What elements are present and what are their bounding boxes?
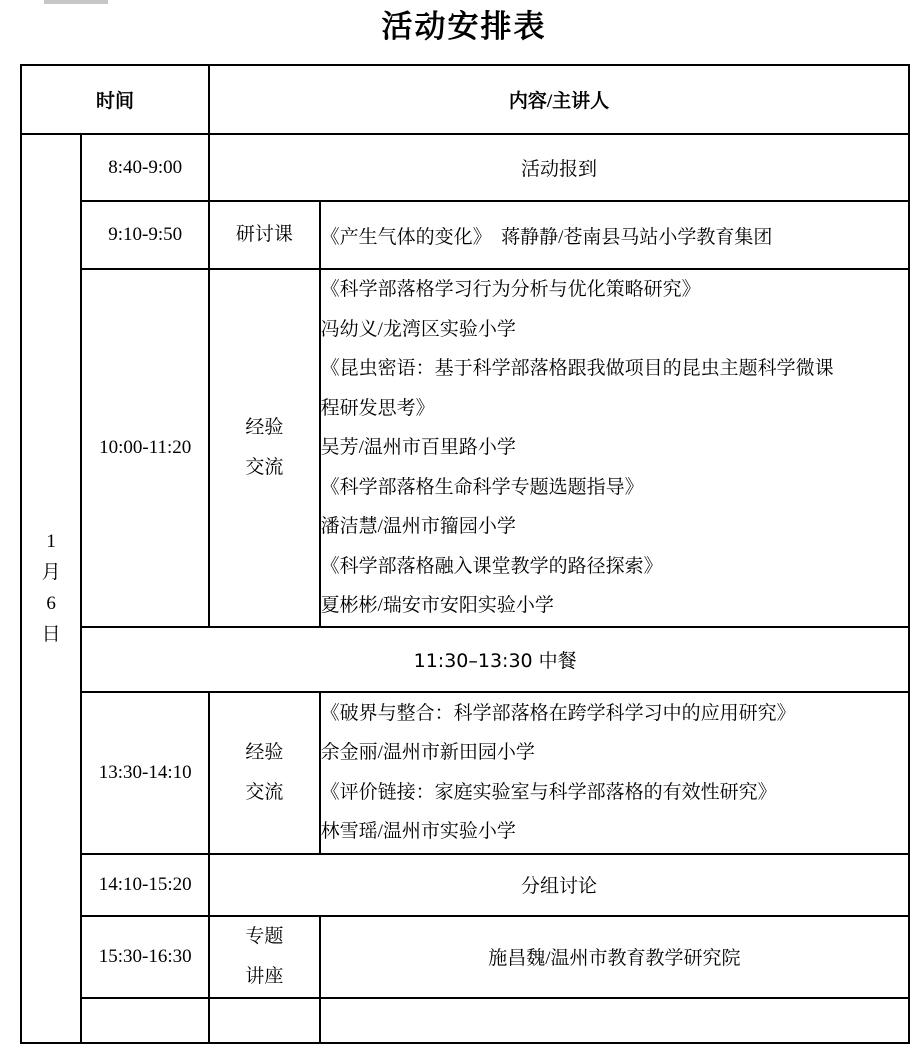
content-line: 夏彬彬/瑞安市安阳实验小学	[320, 595, 554, 616]
content-line: 《科学部落格融入课堂教学的路径探索》	[320, 555, 663, 577]
session-type-cell: 研讨课	[209, 201, 320, 269]
date-char: 月	[41, 562, 61, 584]
content-cell: 施昌魏/温州市教育教学研究院	[320, 916, 909, 998]
session-type-line: 专题	[245, 925, 284, 947]
table-row-partial	[21, 998, 909, 1043]
time-cell: 10:00-11:20	[81, 269, 209, 627]
content-line: 吴芳/温州市百里路小学	[320, 437, 516, 458]
content-cell: 分组讨论	[209, 854, 909, 916]
time-cell: 14:10-15:20	[81, 854, 209, 916]
table-row-exchange-am	[21, 269, 909, 627]
session-type-line: 交流	[245, 456, 284, 478]
session-type-cell	[209, 269, 320, 627]
content-line: 余金丽/温州市新田园小学	[320, 742, 535, 763]
content-line: 《科学部落格生命科学专题选题指导》	[320, 476, 644, 498]
session-type-cell	[209, 692, 320, 854]
content-cell: 《产生气体的变化》 蒋静静/苍南县马站小学教育集团	[320, 201, 909, 269]
session-type-cell	[209, 998, 320, 1043]
session-type-line: 交流	[245, 781, 284, 803]
content-line: 潘洁慧/温州市籀园小学	[320, 516, 516, 537]
session-type-line: 经验	[245, 741, 284, 763]
date-char: 6	[46, 593, 56, 615]
schedule-table	[20, 64, 910, 1044]
table-row-exchange-pm	[21, 692, 909, 854]
time-cell	[81, 998, 209, 1043]
content-line: 《科学部落格学习行为分析与优化策略研究》	[320, 279, 701, 300]
time-cell: 15:30-16:30	[81, 916, 209, 998]
header-content-cell: 内容/主讲人	[209, 65, 909, 134]
table-row-lunch	[21, 627, 909, 692]
lunch-cell: 11:30–13:30 中餐	[81, 627, 909, 692]
content-cell: 活动报到	[209, 134, 909, 201]
header-time-cell: 时间	[21, 65, 209, 134]
content-cell	[320, 998, 909, 1043]
date-char: 日	[41, 624, 61, 646]
session-type-cell	[209, 916, 320, 998]
content-cell	[320, 692, 909, 854]
time-cell: 13:30-14:10	[81, 692, 209, 854]
content-cell	[320, 269, 909, 627]
table-row-discussion	[21, 854, 909, 916]
table-header-row	[21, 65, 909, 134]
date-char: 1	[46, 531, 56, 553]
table-row-registration	[21, 134, 909, 201]
table-row-lesson	[21, 201, 909, 269]
content-line: 程研发思考》	[320, 397, 435, 419]
time-cell: 9:10-9:50	[81, 201, 209, 269]
table-row-lecture	[21, 916, 909, 998]
content-line: 《评价链接：家庭实验室与科学部落格的有效性研究》	[320, 781, 777, 803]
date-cell	[21, 134, 81, 1043]
content-line: 《昆虫密语：基于科学部落格跟我做项目的昆虫主题科学微课	[320, 358, 834, 379]
content-line: 林雪瑶/温州市实验小学	[320, 821, 516, 842]
session-type-line: 经验	[245, 416, 284, 438]
content-line: 冯幼义/龙湾区实验小学	[320, 318, 516, 340]
time-cell: 8:40-9:00	[81, 134, 209, 201]
page-title: 活动安排表	[381, 9, 547, 44]
session-type-line: 讲座	[245, 965, 284, 987]
content-line: 《破界与整合：科学部落格在跨学科学习中的应用研究》	[320, 702, 796, 724]
